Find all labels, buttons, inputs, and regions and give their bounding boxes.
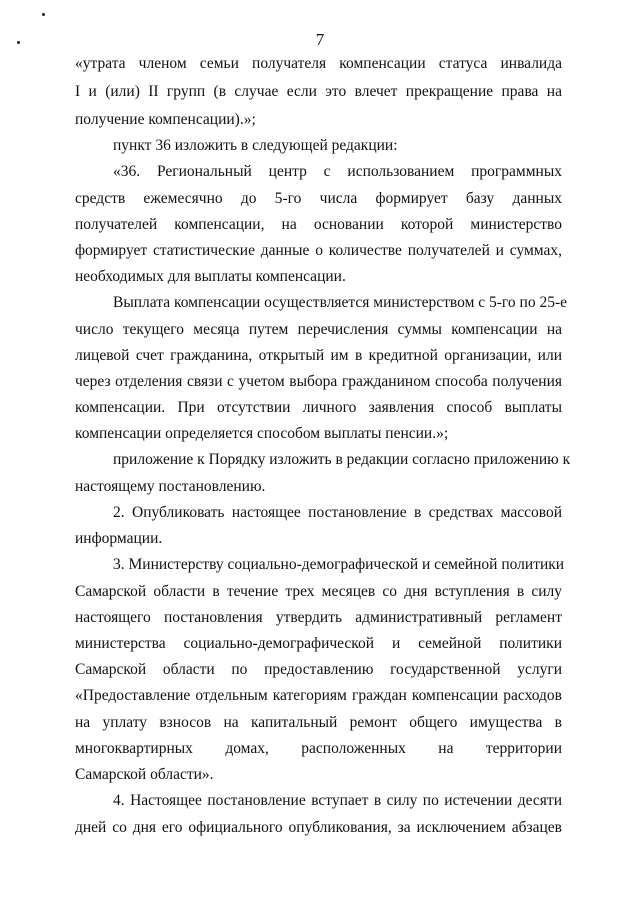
text-line: I и (или) II групп (в случае если это влечет прекращение права на — [75, 83, 562, 100]
text-line: Самарской области в течение трех месяцев со дня вступления в силу — [75, 583, 562, 600]
text-line: получение компенсации).»; — [75, 111, 256, 128]
text-line: министерства социально-демографической и семейной политики — [75, 635, 562, 652]
text-line: Самарской области». — [75, 766, 214, 783]
text-line: лицевой счет гражданина, открытый им в кредитной организации, или — [75, 347, 562, 364]
text-line: настоящему постановлению. — [75, 478, 266, 495]
text-line: «Предоставление отдельным категориям граждан компенсации расходов — [75, 687, 562, 704]
scan-speck — [42, 13, 45, 16]
text-line: 4. Настоящее постановление вступает в силу по истечении десяти — [113, 792, 562, 809]
text-line: средств ежемесячно до 5-го числа формирует базу данных — [75, 190, 562, 207]
text-line: многоквартирных домах, расположенных на территории — [75, 740, 562, 757]
text-line: 3. Министерству социально-демографической и семейной политики — [113, 556, 565, 573]
text-line: пункт 36 изложить в следующей редакции: — [113, 137, 398, 154]
text-line: дней со дня его официального опубликования, за исключением абзацев — [75, 819, 562, 836]
text-line: информации. — [75, 530, 163, 547]
text-line: «36. Региональный центр с использованием программных — [113, 163, 562, 180]
text-line: «утрата членом семьи получателя компенсации статуса инвалида — [75, 55, 562, 72]
text-line: приложение к Порядку изложить в редакции согласно приложению к — [113, 451, 571, 468]
text-line: компенсации. При отсутствии личного заявления способ выплаты — [75, 399, 562, 416]
text-line: компенсации определяется способом выплаты пенсии.»; — [75, 425, 449, 442]
text-line: Самарской области по предоставлению государственной услуги — [75, 661, 562, 678]
text-line: 2. Опубликовать настоящее постановление в средствах массовой — [113, 504, 562, 521]
text-line: формирует статистические данные о количестве получателей и суммах, — [75, 242, 562, 259]
text-line: число текущего месяца путем перечисления суммы компенсации на — [75, 321, 562, 338]
text-line: получателей компенсации, на основании которой министерство — [75, 216, 562, 233]
text-line: Выплата компенсации осуществляется министерством с 5-го по 25-е — [113, 294, 567, 311]
text-line: через отделения связи с учетом выбора гражданином способа получения — [75, 373, 562, 390]
text-line: на уплату взносов на капитальный ремонт общего имущества в — [75, 714, 562, 731]
text-line: настоящего постановления утвердить административный регламент — [75, 609, 562, 626]
text-line: необходимых для выплаты компенсации. — [75, 268, 346, 285]
page-number: 7 — [315, 30, 325, 49]
